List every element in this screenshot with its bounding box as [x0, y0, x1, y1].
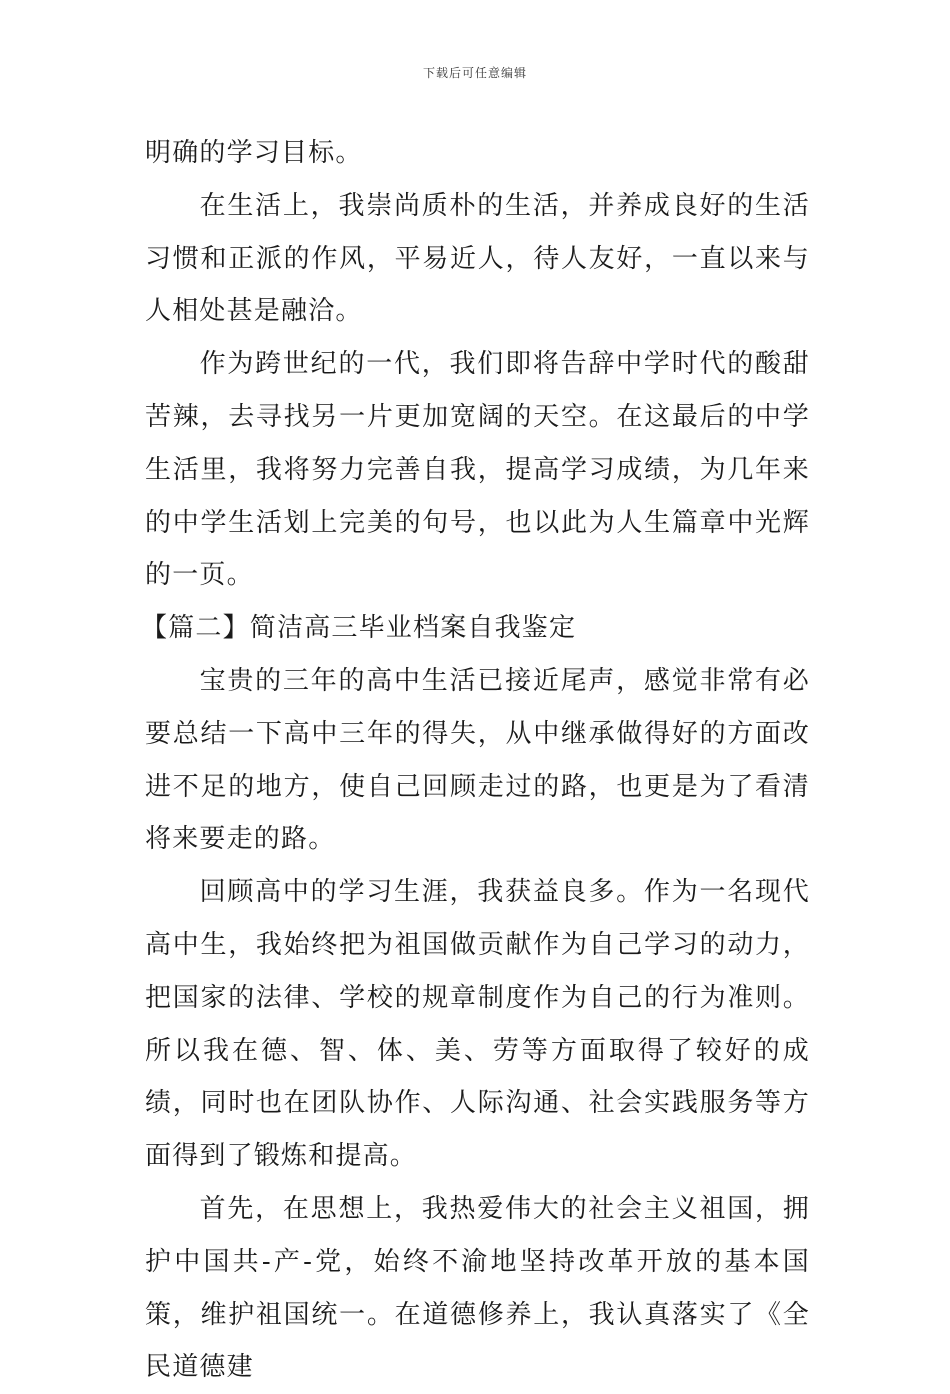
paragraph-continuation: 明确的学习目标。 [145, 138, 363, 168]
document-body [141, 127, 810, 1394]
paragraph-future: 作为跨世纪的一代，我们即将告辞中学时代的酸甜苦辣，去寻找另一片更加宽阔的天空。在这最后的中学生活里，我将努力完善自我，提高学习成绩，为几年来的中学生活划上完美的句号，也以此为人生篇章中光辉的一页。 [145, 349, 810, 591]
paragraph-ideology: 首先，在思想上，我热爱伟大的社会主义祖国，拥护中国共-产-党，始终不渝地坚持改革开放的基本国策，维护祖国统一。在道德修养上，我认真落实了《全民道德建 [145, 1193, 810, 1383]
paragraph-intro: 宝贵的三年的高中生活已接近尾声，感觉非常有必要总结一下高中三年的得失，从中继承做得好的方面改进不足的地方，使自己回顾走过的路，也更是为了看清将来要走的路。 [145, 665, 810, 855]
paragraph-life: 在生活上，我崇尚质朴的生活，并养成良好的生活习惯和正派的作风，平易近人，待人友好，一直以来与人相处甚是融洽。 [145, 190, 810, 327]
paragraph-review: 回顾高中的学习生涯，我获益良多。作为一名现代高中生，我始终把为祖国做贡献作为自己学习的动力，把国家的法律、学校的规章制度作为自己的行为准则。所以我在德、智、体、美、劳等方面取得了较好的成绩，同时也在团队协作、人际沟通、社会实践服务等方面得到了锻炼和提高。 [145, 877, 810, 1172]
page-header: 下载后可任意编辑 [422, 66, 527, 80]
section-heading: 【篇二】简洁高三毕业档案自我鉴定 [141, 613, 577, 644]
